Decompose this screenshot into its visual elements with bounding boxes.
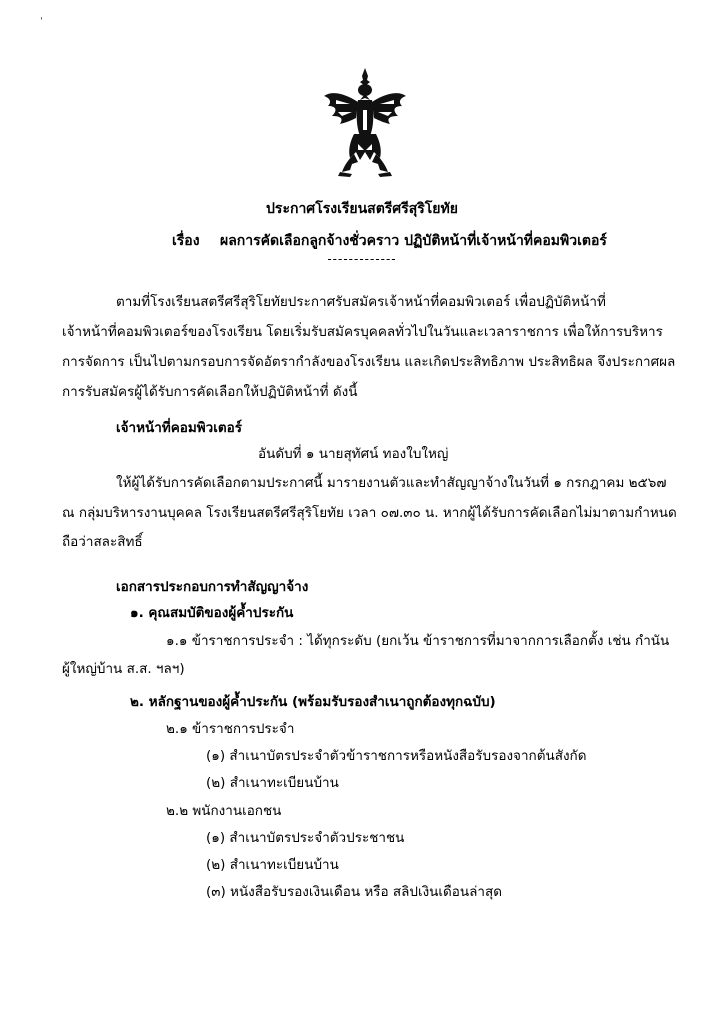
subject-label: เรื่อง	[172, 233, 200, 249]
section2-title: ๒. หลักฐานของผู้ค้ำประกัน (พร้อมรับรองสำเนาถูกต้องทุกฉบับ)	[130, 694, 496, 710]
subsection-2-1-item-1: (๑) สำเนาบัตรประจำตัวข้าราชการหรือหนังสือรับรองจากต้นสังกัด	[206, 748, 587, 764]
intro-line-2: เจ้าหน้าที่คอมพิวเตอร์ของโรงเรียน โดยเริ่มรับสมัครบุคคลทั่วไปในวันและเวลาราชการ เพื่อให้การบริหาร	[62, 324, 663, 340]
section1-line-2: ผู้ใหญ่บ้าน ส.ส. ฯลฯ)	[62, 661, 185, 677]
position-heading: เจ้าหน้าที่คอมพิวเตอร์	[116, 420, 242, 436]
report-line-2: ณ กลุ่มบริหารงานบุคคล โรงเรียนสตรีศรีสุริโยทัย เวลา ๐๗.๓๐ น. หากผู้ได้รับการคัดเลือกไม่มาตามกำหนด	[62, 505, 677, 521]
header-divider: -------------	[327, 252, 397, 266]
intro-line-3: การจัดการ เป็นไปตามกรอบการจัดอัตรากำลังของโรงเรียน และเกิดประสิทธิภาพ ประสิทธิผล จึงประกาศผล	[62, 354, 676, 370]
rank-line: อันดับที่ ๑ นายสุทัศน์ ทองใบใหญ่	[258, 446, 449, 462]
garuda-emblem-icon	[320, 66, 410, 178]
report-line-3: ถือว่าสละสิทธิ์	[62, 534, 143, 550]
subsection-2-2-item-2: (๒) สำเนาทะเบียนบ้าน	[206, 857, 339, 873]
report-line-1: ให้ผู้ได้รับการคัดเลือกตามประกาศนี้ มารายงานตัวและทำสัญญาจ้างในวันที่ ๑ กรกฎาคม ๒๕๖๗	[116, 475, 667, 491]
intro-line-1: ตามที่โรงเรียนสตรีศรีสุริโยทัยประกาศรับสมัครเจ้าหน้าที่คอมพิวเตอร์ เพื่อปฏิบัติหน้าที่	[116, 294, 606, 310]
documents-heading: เอกสารประกอบการทำสัญญาจ้าง	[116, 579, 309, 595]
section1-title: ๑. คุณสมบัติของผู้ค้ำประกัน	[130, 605, 294, 621]
subsection-2-2-item-1: (๑) สำเนาบัตรประจำตัวประชาชน	[206, 830, 405, 846]
subject-text: ผลการคัดเลือกลูกจ้างชั่วคราว ปฏิบัติหน้าที่เจ้าหน้าที่คอมพิวเตอร์	[220, 233, 607, 249]
subsection-2-1-item-2: (๒) สำเนาทะเบียนบ้าน	[206, 775, 339, 791]
subsection-2-2: ๒.๒ พนักงานเอกชน	[166, 803, 282, 819]
intro-line-4: การรับสมัครผู้ได้รับการคัดเลือกให้ปฏิบัติหน้าที่ ดังนี้	[62, 384, 358, 400]
section1-line-1: ๑.๑ ข้าราชการประจำ : ได้ทุกระดับ (ยกเว้น ข้าราชการที่มาจากการเลือกตั้ง เช่น กำนัน	[166, 633, 670, 649]
subsection-2-2-item-3: (๓) หนังสือรับรองเงินเดือน หรือ สลิปเงินเดือนล่าสุด	[206, 884, 502, 900]
corner-mark: '	[40, 16, 43, 27]
announcement-title: ประกาศโรงเรียนสตรีศรีสุริโยทัย	[266, 201, 458, 217]
subsection-2-1: ๒.๑ ข้าราชการประจำ	[166, 721, 295, 737]
